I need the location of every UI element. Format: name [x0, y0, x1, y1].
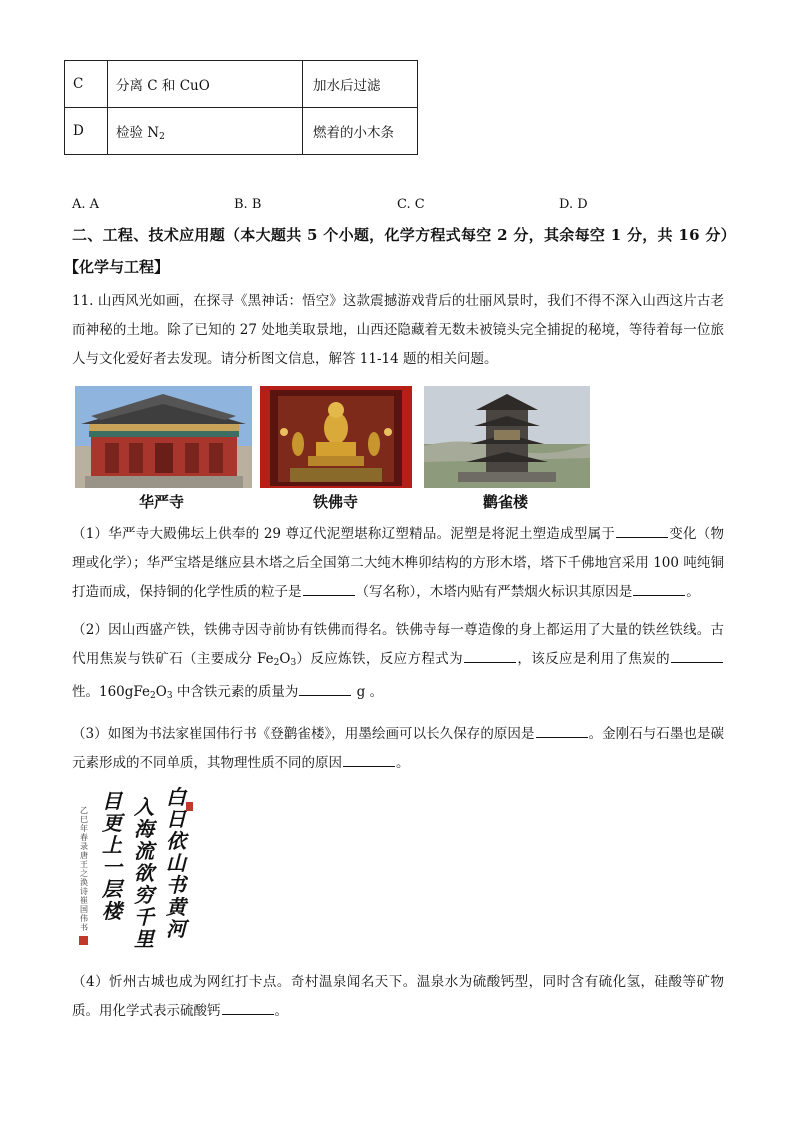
- answer-blank[interactable]: [616, 523, 668, 538]
- seal-stamp-icon: [79, 936, 88, 945]
- row-label: C: [65, 61, 108, 108]
- options-table: [64, 60, 418, 155]
- photo-caption-iron-buddha: 铁佛寺: [313, 493, 359, 511]
- answer-blank[interactable]: [303, 581, 355, 596]
- row-task: 分离 C 和 CuO: [108, 61, 303, 108]
- sub-question-3: （3）如图为书法家崔国伟行书《登鹳雀楼》，用墨绘画可以长久保存的原因是 。金刚石与石墨也是碳元素形成的不同单质，其物理性质不同的原因 。: [72, 720, 724, 778]
- choice-d: D. D: [559, 197, 588, 212]
- choice-b: B. B: [234, 197, 262, 212]
- sub-question-4: （4）忻州古城也成为网红打卡点。奇村温泉闻名天下。温泉水为硫酸钙型，同时含有硫化氢，硅酸等矿物质。用化学式表示硫酸钙 。: [72, 974, 724, 1019]
- seal-stamp-icon: [186, 802, 193, 811]
- answer-blank[interactable]: [671, 648, 723, 663]
- photo-caption-stork-tower: 鹳雀楼: [483, 493, 529, 511]
- answer-blank[interactable]: [343, 752, 395, 767]
- answer-blank[interactable]: [464, 648, 516, 663]
- table-row: [65, 108, 418, 155]
- choice-a: A. A: [72, 197, 100, 212]
- sub-question-1: （1）华严寺大殿佛坛上供奉的 29 尊辽代泥塑堪称辽塑精品。泥塑是将泥土塑造成型属于 变化（物理或化学）；华严宝塔是继应县木塔之后全国第二大纯木榫卯结构的方形木塔，塔下千佛地宫采用 100 吨纯铜打造而成，保持铜的化学性质的粒子是 （写名称），木塔内贴有严禁烟火标识其原因是 。: [72, 520, 724, 607]
- row-task: 检验 $N_2$: [108, 108, 303, 155]
- calligraphy-inscription: 乙巳年春录唐王之涣诗崔国伟书: [80, 806, 88, 932]
- calligraphy-column: 白日依山书黄河: [166, 785, 186, 941]
- huayan-temple-photo: [75, 386, 252, 488]
- choice-c: C. C: [397, 197, 425, 212]
- table-row: [65, 61, 418, 108]
- section-subtitle: 【化学与工程】: [64, 258, 170, 276]
- answer-blank[interactable]: [222, 1000, 274, 1015]
- calligraphy-column: 入海流欲穷千里: [134, 795, 154, 951]
- photo-caption-huayan: 华严寺: [139, 493, 185, 511]
- stork-tower-photo: [424, 386, 590, 488]
- iron-buddha-temple-photo: [260, 386, 412, 488]
- sub-question-2: （2）因山西盛产铁，铁佛寺因寺前协有铁佛而得名。铁佛寺每一尊造像的身上都运用了大量的铁丝铁线。古代用焦炭与铁矿石（主要成分 $Fe_2O_3$）反应炼铁，反应方程式为 ，该反应是利用了焦炭的性。$160gFe_2O_3$ 中含铁元素的质量为 g 。: [72, 622, 724, 701]
- answer-blank[interactable]: [299, 681, 351, 696]
- row-label: D: [65, 108, 108, 155]
- row-method: 燃着的小木条: [303, 108, 418, 155]
- answer-blank[interactable]: [536, 723, 588, 738]
- calligraphy-column: 目更上一层楼: [102, 789, 122, 923]
- row-method: 加水后过滤: [303, 61, 418, 108]
- section-title: 二、工程、技术应用题（本大题共 5 个小题，化学方程式每空 2 分，其余每空 1 分，共 16 分）: [72, 226, 736, 244]
- calligraphy-image: [76, 784, 196, 950]
- question-11-text: 11. 山西风光如画，在探寻《黑神话：悟空》这款震撼游戏背后的壮丽风景时，我们不得不深入山西这片古老而神秘的土地。除了已知的 27 处地美取景地，山西还隐藏着无数未被镜头完全捕捉的秘境，等待着每一位旅人与文化爱好者去发现。请分析图文信息，解答 11-14 题的相关问题。: [72, 293, 724, 367]
- answer-blank[interactable]: [633, 581, 685, 596]
